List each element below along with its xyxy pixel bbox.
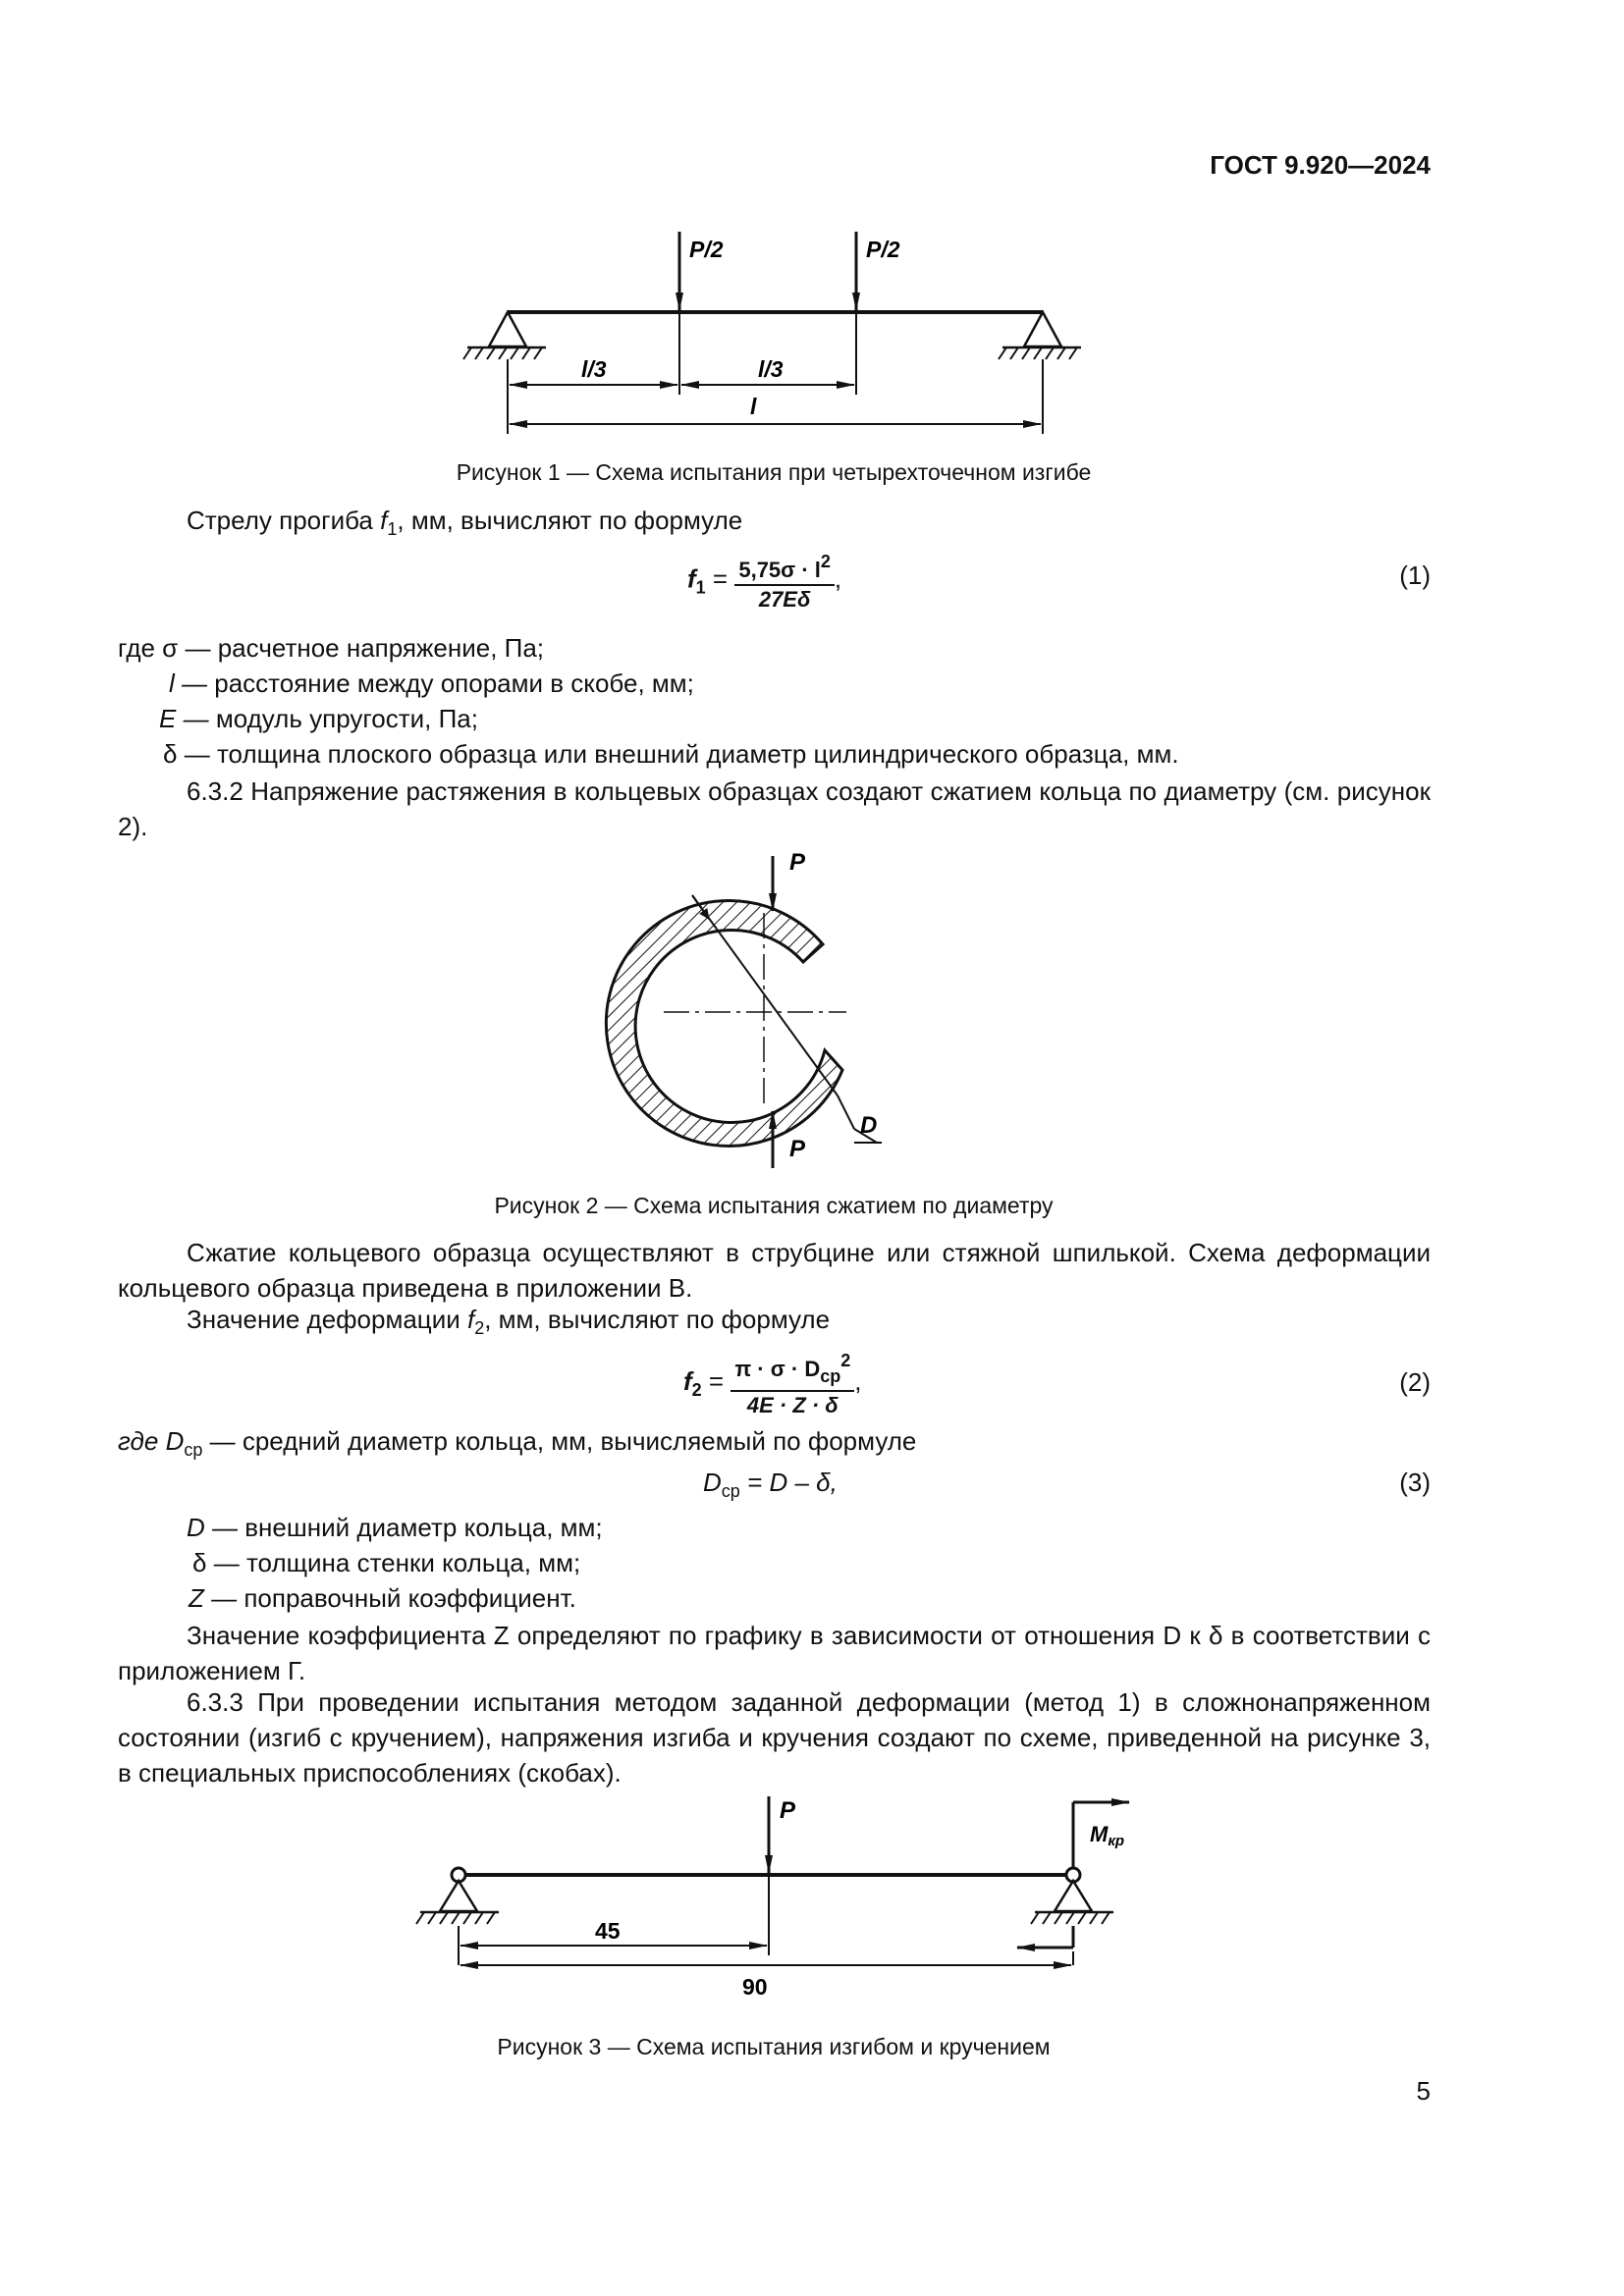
dim-label-half: 45 xyxy=(595,1918,621,1944)
load-label-left: P/2 xyxy=(689,237,724,262)
paragraph-6-3-2: 6.3.2 Напряжение растяжения в кольцевых образцах создают сжатием кольца по диаметру (см. рисунок 2). xyxy=(118,776,1431,841)
where-z: Z — поправочный коэффициент. xyxy=(189,1583,576,1613)
right-support xyxy=(1031,1881,1113,1924)
figure-3-caption: Рисунок 3 — Схема испытания изгибом и кручением xyxy=(497,2034,1051,2059)
paragraph-6-3-3: 6.3.3 При проведении испытания методом заданной деформации (метод 1) в сложнонапряженном состоянии (изгиб с кручением), напряжения изгиба и кручения создают по схеме, приведенной на рисунке 3, в специальных приспособлениях (скобах). xyxy=(118,1687,1431,1788)
where-dcp: где $D_{ср}$ — средний диаметр кольца, мм, вычисляемый по формуле xyxy=(118,1426,917,1460)
paragraph-deflection: Стрелу прогиба $f_1$, мм, вычисляют по формуле xyxy=(187,506,743,539)
equation-2: $f_2$ = $\frac{\pi \cdot \sigma \cdot D_{ср}^2}{4E \cdot Z \cdot \delta}$ , xyxy=(683,1347,862,1419)
left-support xyxy=(416,1881,499,1924)
equation-2-number: (2) xyxy=(1399,1367,1431,1397)
dim-label-mid: l/3 xyxy=(758,356,784,382)
where-wall: δ — толщина стенки кольца, мм; xyxy=(192,1548,581,1577)
dim-label-total: l xyxy=(750,394,757,419)
dim-label-total: 90 xyxy=(742,1974,768,2000)
equation-3: $D_{ср} = D - \delta$, xyxy=(703,1468,838,1501)
equation-1-number: (1) xyxy=(1399,561,1431,590)
load-label-right: P/2 xyxy=(866,237,900,262)
where-l: l — расстояние между опорами в скобе, мм; xyxy=(169,668,694,698)
equation-1: $f_1$ = $\frac{5,75\sigma \cdot l^2}{27E\delta}$ , xyxy=(687,548,841,614)
dim-label-left: l/3 xyxy=(581,356,607,382)
load-label: P xyxy=(780,1797,796,1824)
torque-label: Mкр xyxy=(1090,1822,1125,1849)
where-e: E — модуль упругости, Па; xyxy=(159,704,478,733)
load-label-top: P xyxy=(789,849,806,876)
figure-2-caption: Рисунок 2 — Схема испытания сжатием по диаметру xyxy=(494,1193,1054,1218)
diameter-label: D xyxy=(860,1112,878,1139)
where-sigma: где σ — расчетное напряжение, Па; xyxy=(118,633,545,663)
where-d: D — внешний диаметр кольца, мм; xyxy=(187,1513,603,1542)
figure-1-caption: Рисунок 1 — Схема испытания при четырехточечном изгибе xyxy=(456,459,1092,485)
where-delta: δ — толщина плоского образца или внешний диаметр цилиндрического образца, мм. xyxy=(163,739,1179,769)
paragraph-z-coefficient: Значение коэффициента Z определяют по графику в зависимости от отношения D к δ в соответствии с приложением Г. xyxy=(118,1621,1431,1685)
load-label-bottom: P xyxy=(789,1136,806,1162)
paragraph-deformation: Значение деформации $f_2$, мм, вычисляют по формуле xyxy=(187,1305,831,1338)
paragraph-ring-compression: Сжатие кольцевого образца осуществляют в струбцине или стяжной шпилькой. Схема деформации кольцевого образца приведена в приложении В. xyxy=(118,1238,1431,1303)
page-number: 5 xyxy=(1416,2076,1431,2106)
document-id: ГОСТ 9.920—2024 xyxy=(1210,150,1431,180)
equation-3-number: (3) xyxy=(1399,1468,1431,1497)
